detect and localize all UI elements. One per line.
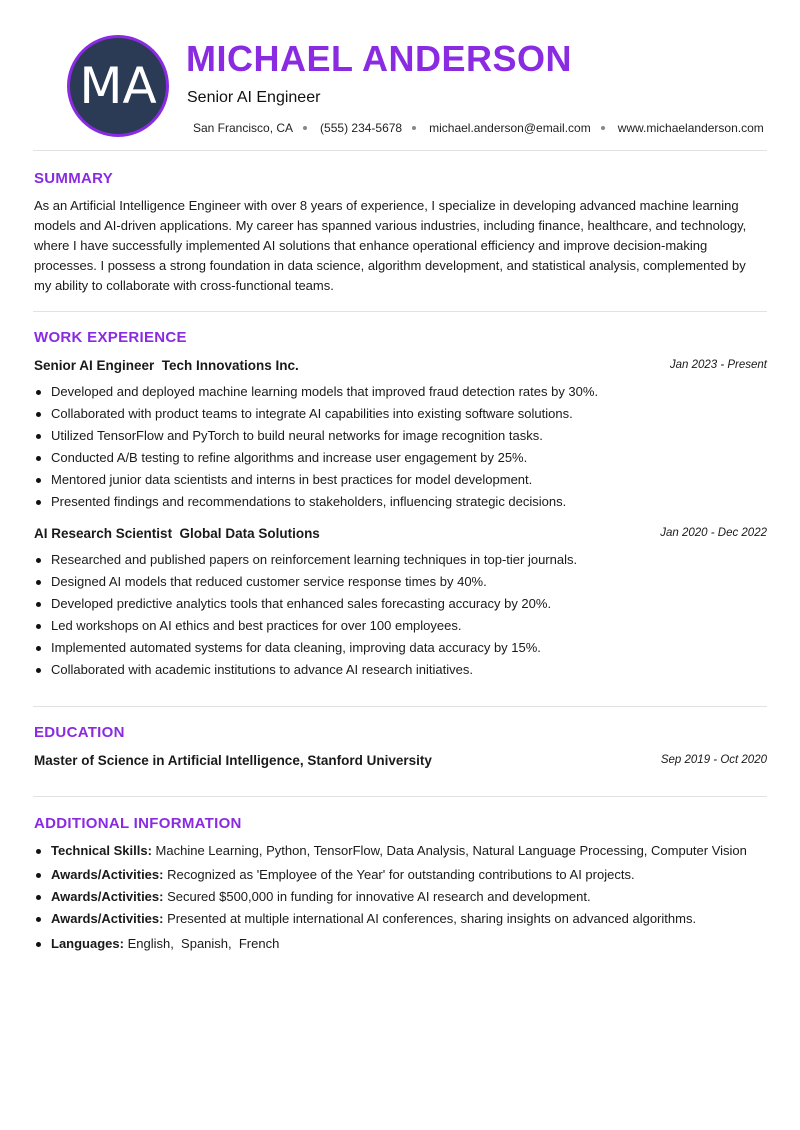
item-label: Technical Skills:	[51, 843, 152, 858]
item-text: Recognized as 'Employee of the Year' for outstanding contributions to AI projects.	[163, 867, 635, 882]
item-text: Machine Learning, Python, TensorFlow, Data Analysis, Natural Language Processing, Computer Vision	[151, 843, 747, 858]
job-dates: Jan 2020 - Dec 2022	[660, 527, 767, 539]
contact-phone: (555) 234-5678	[320, 121, 403, 135]
job-title: AI Research Scientist Global Data Solutions	[34, 526, 320, 541]
list-item	[34, 886, 774, 908]
education-heading: EDUCATION	[34, 724, 125, 741]
job-dates: Jan 2023 - Present	[669, 359, 767, 371]
list-item: Collaborated with product teams to integrate AI capabilities into existing software solutions.	[34, 403, 774, 425]
list-item: Utilized TensorFlow and PyTorch to build neural networks for image recognition tasks.	[34, 425, 774, 447]
job-header	[34, 358, 767, 376]
list-item	[34, 840, 774, 864]
job-bullets	[34, 381, 774, 513]
contact-website[interactable]: www.michaelanderson.com	[617, 121, 764, 135]
contact-line	[193, 121, 764, 135]
experience-heading: WORK EXPERIENCE	[34, 329, 187, 346]
separator-dot	[601, 126, 605, 130]
list-item: Conducted A/B testing to refine algorithms and increase user engagement by 25%.	[34, 447, 774, 469]
job-title: Senior AI Engineer Tech Innovations Inc.	[34, 358, 299, 373]
contact-location: San Francisco, CA	[193, 121, 294, 135]
avatar	[67, 35, 169, 137]
item-text: English, Spanish, French	[123, 936, 280, 951]
item-label: Languages:	[51, 936, 124, 951]
list-item: Developed and deployed machine learning models that improved fraud detection rates by 30%.	[34, 381, 774, 403]
list-item: Designed AI models that reduced customer service response times by 40%.	[34, 571, 774, 593]
divider	[33, 706, 767, 707]
avatar-initials: MA	[79, 57, 157, 115]
list-item	[34, 864, 774, 886]
item-label: Awards/Activities:	[51, 867, 164, 882]
summary-heading: SUMMARY	[34, 170, 114, 187]
job-bullets	[34, 549, 774, 681]
list-item: Mentored junior data scientists and interns in best practices for model development.	[34, 469, 774, 491]
list-item: Led workshops on AI ethics and best practices for over 100 employees.	[34, 615, 774, 637]
education-entry	[34, 753, 767, 771]
divider	[33, 796, 767, 797]
divider	[33, 311, 767, 312]
item-label: Awards/Activities:	[51, 889, 164, 904]
list-item	[34, 908, 774, 933]
separator-dot	[412, 126, 416, 130]
job-header	[34, 526, 767, 544]
list-item: Presented findings and recommendations to stakeholders, influencing strategic decisions.	[34, 491, 774, 513]
divider	[33, 150, 767, 151]
list-item: Implemented automated systems for data cleaning, improving data accuracy by 15%.	[34, 637, 774, 659]
education-dates: Sep 2019 - Oct 2020	[660, 754, 767, 766]
summary-text: As an Artificial Intelligence Engineer with over 8 years of experience, I specialize in developing advanced machine learning models and AI-driven applications. My career has spanned various industries, including finance, healthcare, and technology, where I have successfully implemented AI solutions that enhance operational efficiency and improve decision-making processes. I possess a strong foundation in data science, algorithm development, and statistical analysis, complemented by my ability to collaborate with cross-functional teams.	[34, 198, 747, 293]
degree: Master of Science in Artificial Intelligence, Stanford University	[34, 753, 432, 768]
list-item: Researched and published papers on reinforcement learning techniques in top-tier journals.	[34, 549, 774, 571]
candidate-role: Senior AI Engineer	[187, 89, 321, 106]
additional-heading: ADDITIONAL INFORMATION	[34, 815, 242, 832]
separator-dot	[303, 126, 307, 130]
contact-email[interactable]: michael.anderson@email.com	[429, 121, 591, 135]
list-item: Developed predictive analytics tools that enhanced sales forecasting accuracy by 20%.	[34, 593, 774, 615]
additional-list	[34, 840, 774, 955]
list-item	[34, 933, 774, 955]
candidate-name: MICHAEL ANDERSON	[186, 38, 573, 79]
item-text: Presented at multiple international AI conferences, sharing insights on advanced algorithms.	[163, 911, 697, 926]
item-text: Secured $500,000 in funding for innovative AI research and development.	[163, 889, 591, 904]
resume-header	[33, 0, 767, 150]
item-label: Awards/Activities:	[51, 911, 164, 926]
list-item: Collaborated with academic institutions to advance AI research initiatives.	[34, 659, 774, 681]
